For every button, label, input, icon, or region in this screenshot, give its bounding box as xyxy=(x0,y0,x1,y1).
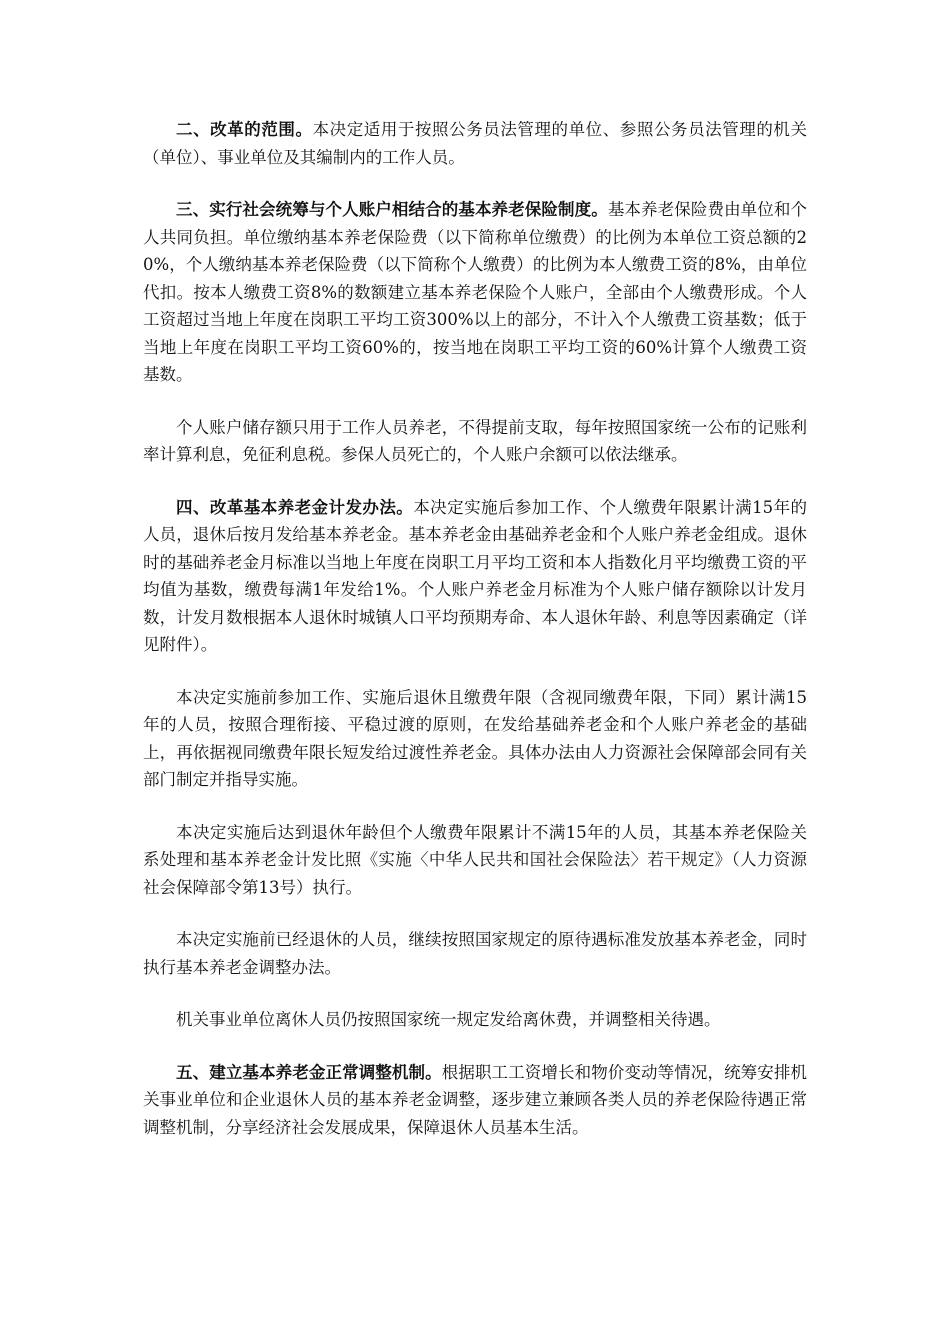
section-heading-4: 四、改革基本养老金计发办法。 xyxy=(176,497,414,517)
section-heading-5: 五、建立基本养老金正常调整机制。 xyxy=(176,1062,442,1082)
document-body xyxy=(143,116,807,1141)
paragraph-pension-calculation xyxy=(143,494,807,659)
paragraph-text: 根据职工工资增长和物价变动等情况，统筹安排机关事业单位和企业退休人员的基本养老金调整，逐步建立兼顾各类人员的养老保险待遇正常调整机制，分享经济社会发展成果，保障退休人员基本生活。 xyxy=(143,1062,808,1137)
paragraph-retired-cadres xyxy=(143,1006,807,1034)
paragraph-transitional-pension xyxy=(143,684,807,794)
paragraph-text: 基本养老保险费由单位和个人共同负担。单位缴纳基本养老保险费（以下简称单位缴费）的比例为本单位工资总额的20%，个人缴纳基本养老保险费（以下简称个人缴费）的比例为本人缴费工资的8%，由单位代扣。按本人缴费工资8%的数额建立基本养老保险个人账户，全部由个人缴费形成。个人工资超过当地上年度在岗职工平均工资300%以上的部分，不计入个人缴费工资基数；低于当地上年度在岗职工平均工资60%的，按当地在岗职工平均工资的60%计算个人缴费工资基数。 xyxy=(143,200,808,384)
paragraph-pension-system xyxy=(143,196,807,389)
paragraph-text: 机关事业单位离休人员仍按照国家统一规定发给离休费，并调整相关待遇。 xyxy=(176,1010,721,1029)
paragraph-text: 本决定实施前参加工作、实施后退休且缴费年限（含视同缴费年限，下同）累计满15年的人员，按照合理衔接、平稳过渡的原则，在发给基础养老金和个人账户养老金的基础上，再依据视同缴费年限长短发给过渡性养老金。具体办法由人力资源社会保障部会同有关部门制定并指导实施。 xyxy=(143,687,807,789)
section-heading-3: 三、实行社会统筹与个人账户相结合的基本养老保险制度。 xyxy=(176,200,608,219)
paragraph-personal-account xyxy=(143,414,807,469)
paragraph-adjustment-mechanism xyxy=(143,1059,807,1142)
paragraph-reform-scope xyxy=(143,116,807,171)
paragraph-already-retired xyxy=(143,926,807,981)
paragraph-text: 个人账户储存额只用于工作人员养老，不得提前支取，每年按照国家统一公布的记账利率计算利息，免征利息税。参保人员死亡的，个人账户余额可以依法继承。 xyxy=(143,417,807,464)
paragraph-text: 本决定实施后参加工作、个人缴费年限累计满15年的人员，退休后按月发给基本养老金。基本养老金由基础养老金和个人账户养老金组成。退休时的基础养老金月标准以当地上年度在岗职工月平均工资和本人指数化月平均缴费工资的平均值为基数，缴费每满1年发给1%。个人账户养老金月标准为个人账户储存额除以计发月数，计发月数根据本人退休时城镇人口平均预期寿命、本人退休年龄、利息等因素确定（详见附件）。 xyxy=(143,497,808,654)
paragraph-text: 本决定实施后达到退休年龄但个人缴费年限累计不满15年的人员，其基本养老保险关系处理和基本养老金计发比照《实施〈中华人民共和国社会保险法〉若干规定》（人力资源社会保障部令第13号）执行。 xyxy=(143,822,807,897)
paragraph-less-than-15-years xyxy=(143,819,807,902)
section-heading-2: 二、改革的范围。 xyxy=(176,120,313,139)
paragraph-text: 本决定适用于按照公务员法管理的单位、参照公务员法管理的机关（单位）、事业单位及其编制内的工作人员。 xyxy=(143,120,808,167)
paragraph-text: 本决定实施前已经退休的人员，继续按照国家规定的原待遇标准发放基本养老金，同时执行基本养老金调整办法。 xyxy=(143,930,807,977)
